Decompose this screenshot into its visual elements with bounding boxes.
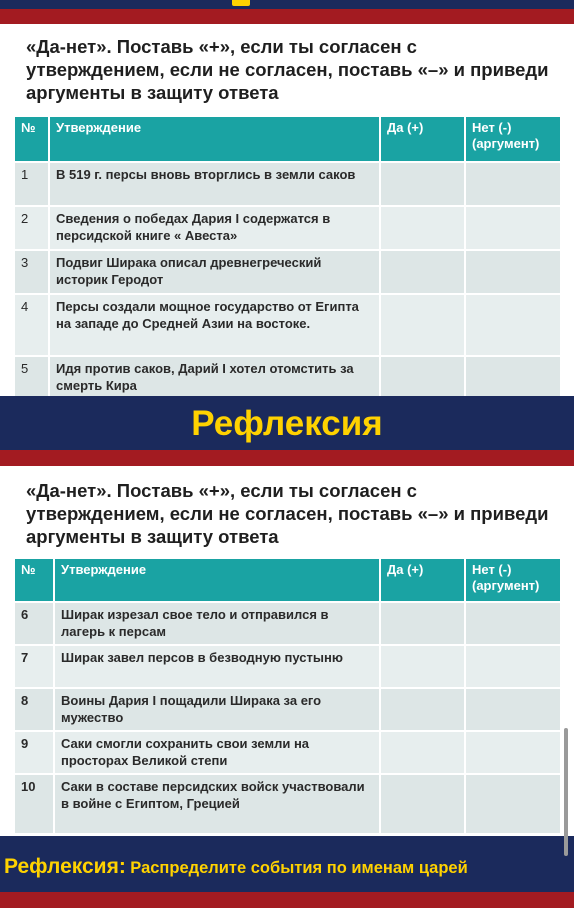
slide3-label: Рефлексия: [4, 855, 126, 878]
slide2-title: Рефлексия [191, 404, 383, 443]
no-argument-cell[interactable] [465, 356, 561, 396]
row-number: 7 [14, 645, 54, 688]
no-argument-cell[interactable] [465, 645, 561, 688]
table-row [14, 206, 561, 250]
yes-cell[interactable] [380, 162, 465, 206]
header-statement: Утверждение [49, 116, 380, 162]
slide2-red-stripe [0, 450, 574, 466]
row-statement: Ширак завел персов в безводную пустыню [54, 645, 380, 688]
table-row [14, 602, 561, 645]
row-statement: В 519 г. персы вновь вторглись в земли саков [49, 162, 380, 206]
yes-cell[interactable] [380, 294, 465, 356]
header-no-argument: Нет (-) (аргумент) [465, 116, 561, 162]
no-argument-cell[interactable] [465, 731, 561, 774]
row-number: 9 [14, 731, 54, 774]
slide3-title [4, 855, 570, 879]
scrollbar[interactable] [564, 728, 568, 856]
row-number: 10 [14, 774, 54, 834]
row-number: 4 [14, 294, 49, 356]
row-number: 3 [14, 250, 49, 294]
yes-cell[interactable] [380, 688, 465, 731]
no-argument-cell[interactable] [465, 206, 561, 250]
table-row [14, 162, 561, 206]
header-yes: Да (+) [380, 116, 465, 162]
table-row [14, 250, 561, 294]
header-statement: Утверждение [54, 558, 380, 602]
slide2-table [13, 557, 562, 835]
yes-cell[interactable] [380, 250, 465, 294]
row-statement: Ширак изрезал свое тело и отправился в лагерь к персам [54, 602, 380, 645]
table-row [14, 294, 561, 356]
row-number: 8 [14, 688, 54, 731]
yes-cell[interactable] [380, 731, 465, 774]
row-number: 5 [14, 356, 49, 396]
header-number: № [14, 116, 49, 162]
table-row [14, 645, 561, 688]
slide1-red-stripe [0, 9, 574, 24]
row-statement: Персы создали мощное государство от Египта на западе до Средней Азии на востоке. [49, 294, 380, 356]
no-argument-cell[interactable] [465, 162, 561, 206]
table-row [14, 774, 561, 834]
table-header-row [14, 116, 561, 162]
slide1-body [0, 24, 574, 396]
row-statement: Подвиг Ширака описал древнегреческий историк Геродот [49, 250, 380, 294]
slide1-table [13, 115, 562, 396]
slide2-body [0, 466, 574, 836]
row-statement: Идя против саков, Дарий I хотел отомстить за смерть Кира [49, 356, 380, 396]
slide3-task-text: Распределите события по именам царей [130, 859, 468, 877]
row-statement: Саки смогли сохранить свои земли на просторах Великой степи [54, 731, 380, 774]
no-argument-cell[interactable] [465, 688, 561, 731]
slide1-title-fragment [232, 0, 250, 6]
row-statement: Воины Дария I пощадили Ширака за его мужество [54, 688, 380, 731]
slide3-red-stripe [0, 892, 574, 908]
row-number: 1 [14, 162, 49, 206]
slide1-title-band [0, 0, 574, 9]
yes-cell[interactable] [380, 774, 465, 834]
slide2-title-band [0, 396, 574, 450]
header-yes: Да (+) [380, 558, 465, 602]
header-number: № [14, 558, 54, 602]
row-statement: Сведения о победах Дария I содержатся в персидской книге « Авеста» [49, 206, 380, 250]
header-no-argument: Нет (-) (аргумент) [465, 558, 561, 602]
table-row [14, 731, 561, 774]
no-argument-cell[interactable] [465, 294, 561, 356]
row-statement: Саки в составе персидских войск участвовали в войне с Египтом, Грецией [54, 774, 380, 834]
table-header-row [14, 558, 561, 602]
slide1-intro-text: «Да-нет». Поставь «+», если ты согласен с утверждением, если не согласен, поставь «–» и приведи аргументы в защиту ответа [26, 36, 549, 103]
yes-cell[interactable] [380, 206, 465, 250]
no-argument-cell[interactable] [465, 774, 561, 834]
row-number: 6 [14, 602, 54, 645]
slide2-intro-text: «Да-нет». Поставь «+», если ты согласен с утверждением, если не согласен, поставь «–» и приведи аргументы в защиту ответа [26, 480, 549, 547]
yes-cell[interactable] [380, 645, 465, 688]
yes-cell[interactable] [380, 602, 465, 645]
row-number: 2 [14, 206, 49, 250]
yes-cell[interactable] [380, 356, 465, 396]
table-row [14, 688, 561, 731]
table-row [14, 356, 561, 396]
no-argument-cell[interactable] [465, 602, 561, 645]
no-argument-cell[interactable] [465, 250, 561, 294]
